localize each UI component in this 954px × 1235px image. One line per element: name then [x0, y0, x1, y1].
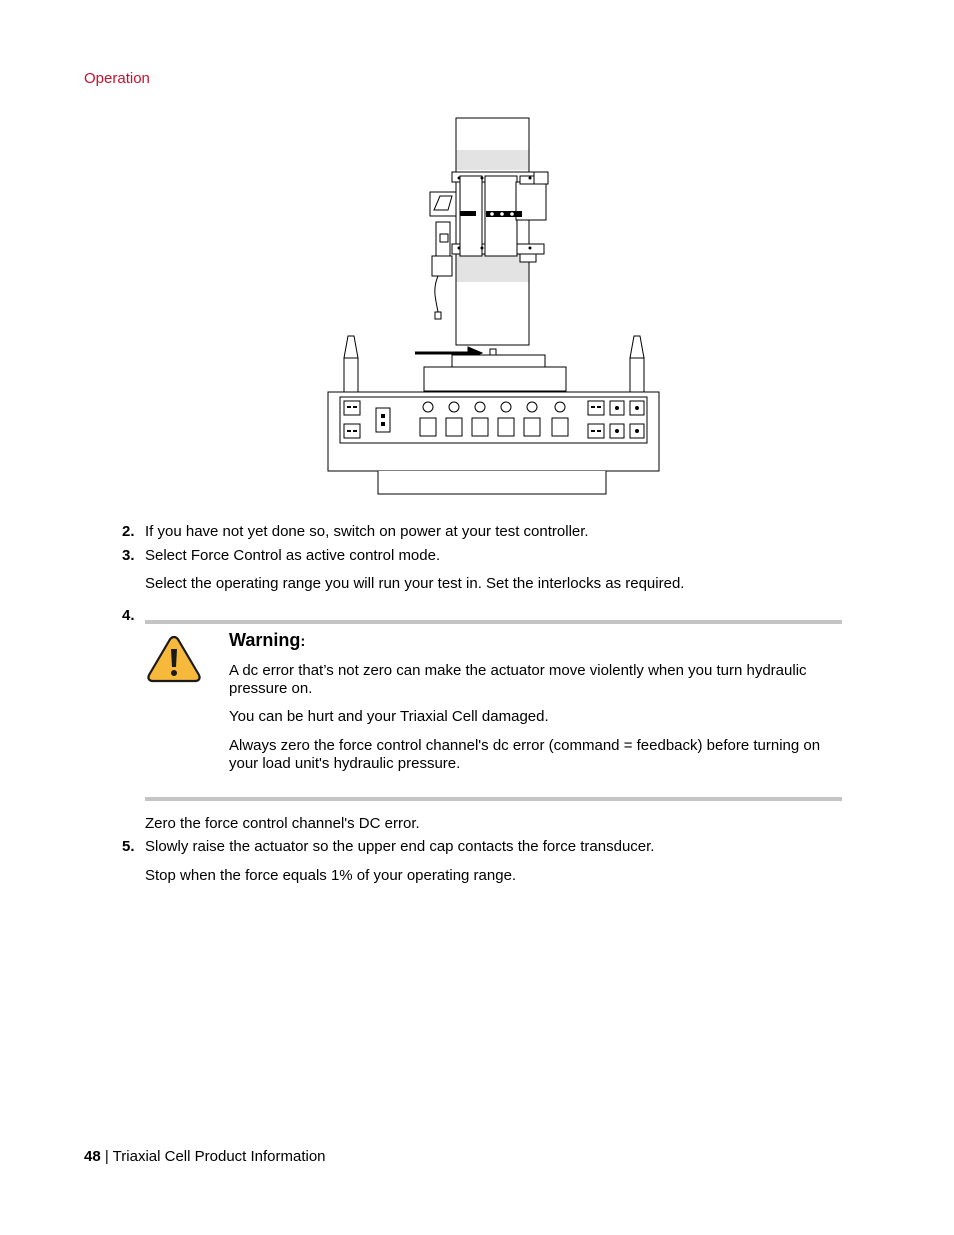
step-number: 3.	[122, 547, 135, 564]
warning-paragraph: Always zero the force control channel's dc error (command = feedback) before turning on your load unit's hydraulic pressure.	[229, 737, 821, 772]
step-number: 4.	[122, 607, 135, 624]
step-number: 2.	[122, 523, 135, 540]
warning-top-rule	[145, 620, 842, 624]
warning-paragraph: A dc error that’s not zero can make the actuator move violently when you turn hydraulic pressure on.	[229, 662, 807, 697]
step-note: Select the operating range you will run your test in. Set the interlocks as required.	[145, 575, 685, 592]
footer-separator: |	[104, 1148, 109, 1165]
step-text: If you have not yet done so, switch on power at your test controller.	[145, 523, 589, 540]
triaxial-cell-diagram	[320, 110, 665, 500]
step-instruction: Zero the force control channel's DC error.	[145, 815, 420, 832]
warning-title	[229, 630, 305, 651]
warning-title-colon: :	[300, 633, 306, 650]
document-title: Triaxial Cell Product Information	[112, 1148, 326, 1165]
page-footer	[84, 1148, 326, 1165]
warning-triangle-icon	[146, 634, 202, 684]
section-header: Operation	[84, 70, 150, 87]
warning-bottom-rule	[145, 797, 842, 801]
step-text: Slowly raise the actuator so the upper end cap contacts the force transducer.	[145, 838, 655, 855]
page-number: 48	[84, 1148, 101, 1165]
step-text: Select Force Control as active control mode.	[145, 547, 441, 564]
step-number: 5.	[122, 838, 135, 855]
warning-paragraph: You can be hurt and your Triaxial Cell damaged.	[229, 708, 549, 725]
warning-title-text: Warning	[229, 630, 301, 650]
step-note: Stop when the force equals 1% of your operating range.	[145, 867, 517, 884]
